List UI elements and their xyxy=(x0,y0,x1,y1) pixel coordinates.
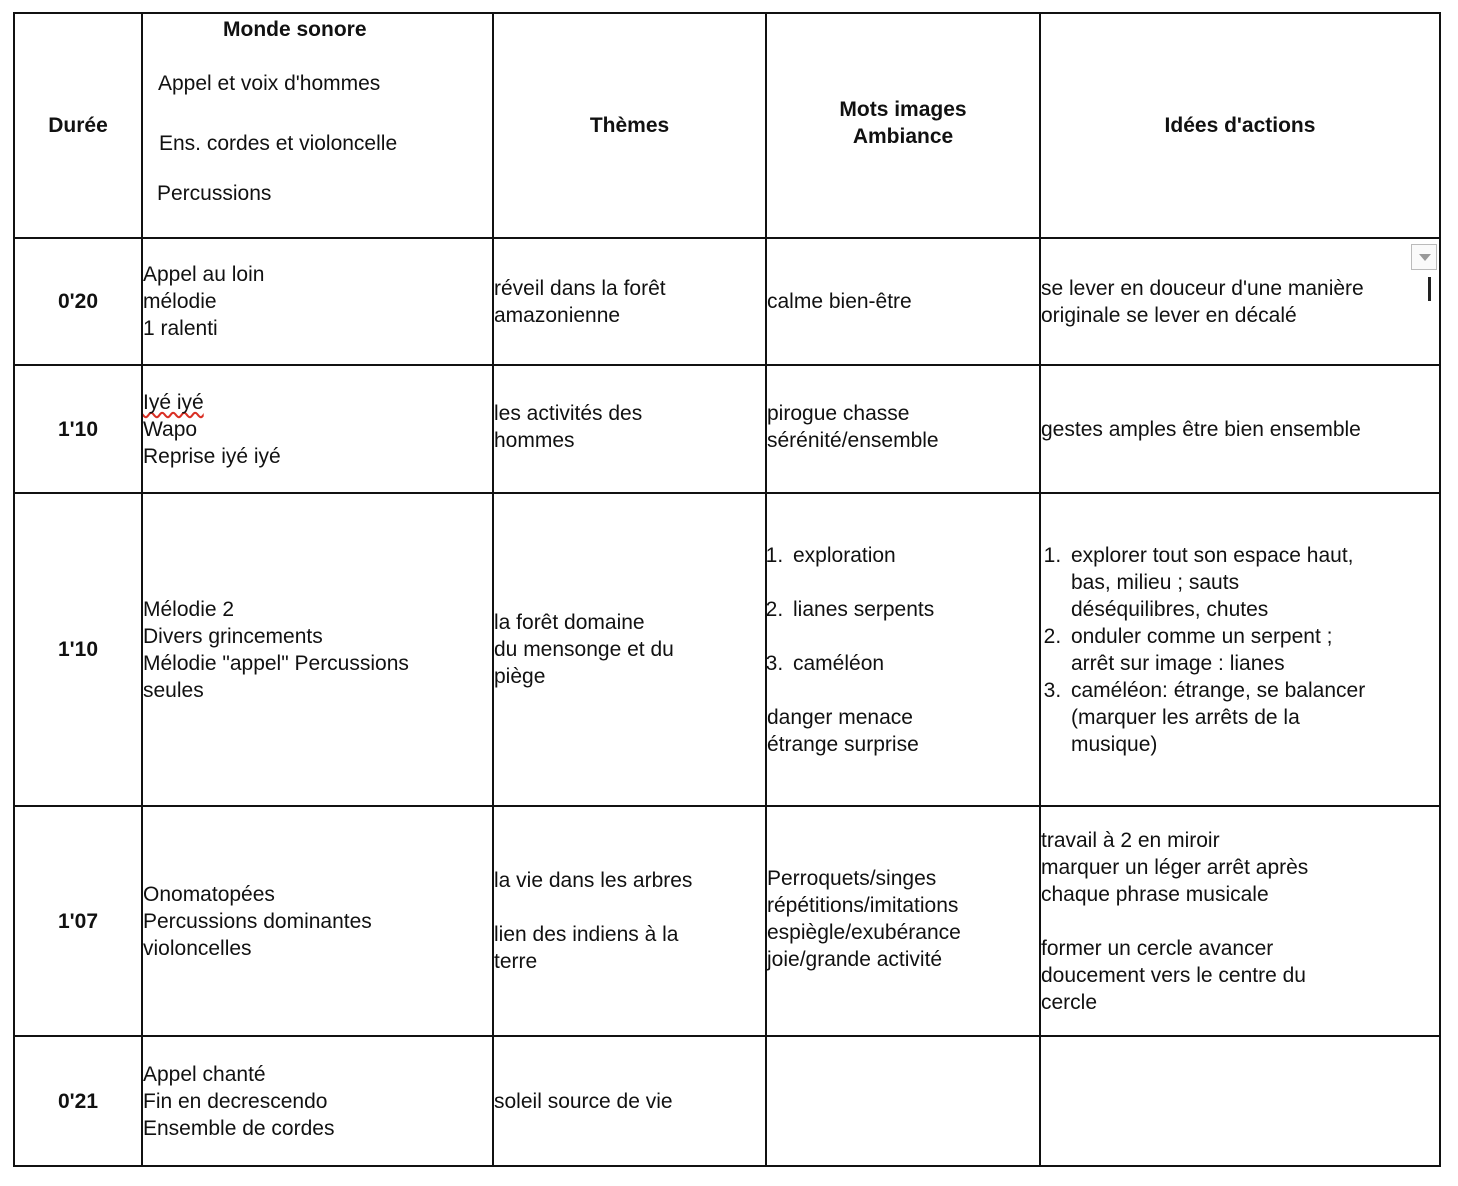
header-monde-sonore xyxy=(142,13,493,238)
list-item: 3. caméléon: étrange, se balancer (marquer les arrêts de la musique) xyxy=(1067,677,1439,758)
mots-cell: 1. exploration 2. lianes serpents 3. caméléon danger menace étrange surprise xyxy=(766,493,1040,806)
monde-cell: Appel au loin mélodie 1 ralenti xyxy=(142,238,493,365)
themes-cell: réveil dans la forêt amazonienne xyxy=(493,238,766,365)
themes-cell: la forêt domaine du mensonge et du piège xyxy=(493,493,766,806)
list-item: 1. exploration xyxy=(789,542,1039,569)
text-cursor xyxy=(1428,277,1431,301)
table-row xyxy=(14,365,1440,493)
monde-cell: Onomatopées Percussions dominantes violoncelles xyxy=(142,806,493,1036)
themes-cell: soleil source de vie xyxy=(493,1036,766,1166)
duree-cell: 1'10 xyxy=(14,365,142,493)
duree-cell: 1'10 xyxy=(14,493,142,806)
activity-table xyxy=(13,12,1441,1167)
idees-cell: travail à 2 en miroir marquer un léger arrêt après chaque phrase musicale former un cercle avancer doucement vers le centre du cercle xyxy=(1040,806,1440,1036)
header-duree: Durée xyxy=(14,13,142,238)
mots-cell: pirogue chasse sérénité/ensemble xyxy=(766,365,1040,493)
idees-cell: gestes amples être bien ensemble xyxy=(1040,365,1440,493)
header-monde-title: Monde sonore xyxy=(223,18,367,41)
table-row xyxy=(14,493,1440,806)
mots-list xyxy=(767,542,1039,677)
idees-list xyxy=(1041,542,1439,758)
header-monde-item: Ens. cordes et violoncelle xyxy=(159,132,398,155)
table-row xyxy=(14,806,1440,1036)
idees-cell[interactable]: se lever en douceur d'une manière originale se lever en décalé xyxy=(1040,238,1440,365)
duree-cell: 1'07 xyxy=(14,806,142,1036)
list-item: 2. lianes serpents xyxy=(789,596,1039,623)
header-idees: Idées d'actions xyxy=(1040,13,1440,238)
monde-cell: Iyé iyé Wapo Reprise iyé iyé xyxy=(142,365,493,493)
mots-cell: Perroquets/singes répétitions/imitations espiègle/exubérance joie/grande activité xyxy=(766,806,1040,1036)
header-monde-item: Percussions xyxy=(157,182,272,205)
spellcheck-word[interactable]: Iyé iyé xyxy=(143,390,204,414)
duree-cell: 0'20 xyxy=(14,238,142,365)
list-item: 1. explorer tout son espace haut, bas, milieu ; sauts déséquilibres, chutes xyxy=(1067,542,1439,623)
chevron-down-icon[interactable] xyxy=(1411,244,1437,270)
monde-cell: Appel chanté Fin en decrescendo Ensemble de cordes xyxy=(142,1036,493,1166)
mots-cell-empty xyxy=(766,1036,1040,1166)
table-row xyxy=(14,238,1440,365)
duree-cell: 0'21 xyxy=(14,1036,142,1166)
list-item: 3. caméléon xyxy=(789,650,1039,677)
table-row xyxy=(14,1036,1440,1166)
themes-cell: les activités des hommes xyxy=(493,365,766,493)
header-mots-images: Mots images Ambiance xyxy=(766,13,1040,238)
idees-cell-empty xyxy=(1040,1036,1440,1166)
themes-cell: la vie dans les arbres lien des indiens à la terre xyxy=(493,806,766,1036)
header-monde-item: Appel et voix d'hommes xyxy=(158,72,381,95)
header-row xyxy=(14,13,1440,238)
mots-cell: calme bien-être xyxy=(766,238,1040,365)
header-themes: Thèmes xyxy=(493,13,766,238)
list-item: 2. onduler comme un serpent ; arrêt sur image : lianes xyxy=(1067,623,1439,677)
monde-cell: Mélodie 2 Divers grincements Mélodie "appel" Percussions seules xyxy=(142,493,493,806)
idees-cell xyxy=(1040,493,1440,806)
